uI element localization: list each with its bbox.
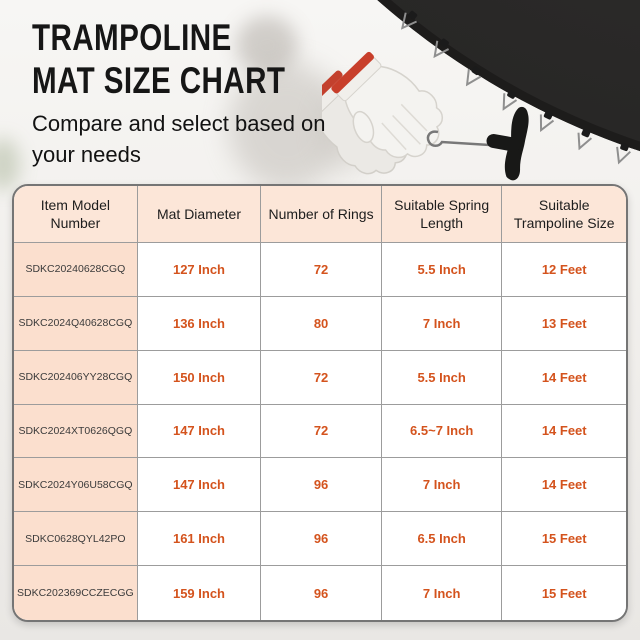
trampoline-size-cell: 14 Feet — [502, 405, 626, 459]
model-number-cell: SDKC2024Y06U58CGQ — [14, 458, 138, 512]
mat-diameter-cell: 136 Inch — [138, 297, 262, 351]
mat-diameter-cell: 147 Inch — [138, 458, 262, 512]
header-cell-trampoline-size: Suitable Trampoline Size — [502, 186, 626, 243]
model-number-cell: SDKC2024Q40628CGQ — [14, 297, 138, 351]
spring-length-cell: 7 Inch — [382, 458, 503, 512]
header-cell-number-of-rings: Number of Rings — [261, 186, 382, 243]
spring-length-cell: 6.5 Inch — [382, 512, 503, 566]
model-number-cell: SDKC20240628CGQ — [14, 243, 138, 297]
model-number-cell: SDKC2024XT0626QGQ — [14, 405, 138, 459]
rings-cell: 96 — [261, 566, 382, 620]
rings-cell: 96 — [261, 512, 382, 566]
trampoline-size-cell: 12 Feet — [502, 243, 626, 297]
mat-diameter-cell: 127 Inch — [138, 243, 262, 297]
model-number-cell: SDKC0628QYL42PO — [14, 512, 138, 566]
rings-cell: 72 — [261, 405, 382, 459]
header-cell-item-model-number: Item Model Number — [14, 186, 138, 243]
trampoline-size-cell: 15 Feet — [502, 512, 626, 566]
trampoline-size-cell: 14 Feet — [502, 351, 626, 405]
size-chart-table — [12, 184, 628, 622]
mat-diameter-cell: 161 Inch — [138, 512, 262, 566]
trampoline-size-cell: 13 Feet — [502, 297, 626, 351]
model-number-cell: SDKC202406YY28CGQ — [14, 351, 138, 405]
spring-length-cell: 5.5 Inch — [382, 351, 503, 405]
rings-cell: 96 — [261, 458, 382, 512]
spring-length-cell: 7 Inch — [382, 566, 503, 620]
page-title — [32, 16, 304, 102]
header-cell-mat-diameter: Mat Diameter — [138, 186, 262, 243]
page-subtitle: Compare and select based on your needs — [32, 111, 326, 167]
mat-diameter-cell: 147 Inch — [138, 405, 262, 459]
spring-pull-tool-image — [420, 102, 546, 184]
rings-cell: 72 — [261, 351, 382, 405]
mat-diameter-cell: 150 Inch — [138, 351, 262, 405]
header-cell-spring-length: Suitable Spring Length — [382, 186, 503, 243]
faded-background-foliage — [0, 138, 20, 190]
rings-cell: 72 — [261, 243, 382, 297]
rings-cell: 80 — [261, 297, 382, 351]
trampoline-size-cell: 15 Feet — [502, 566, 626, 620]
spring-length-cell: 5.5 Inch — [382, 243, 503, 297]
trampoline-size-cell: 14 Feet — [502, 458, 626, 512]
model-number-cell: SDKC202369CCZECGG — [14, 566, 138, 620]
spring-length-cell: 6.5~7 Inch — [382, 405, 503, 459]
page-title-line2: MAT SIZE CHART — [32, 60, 286, 101]
spring-length-cell: 7 Inch — [382, 297, 503, 351]
page-title-line1: TRAMPOLINE — [32, 17, 232, 58]
mat-diameter-cell: 159 Inch — [138, 566, 262, 620]
